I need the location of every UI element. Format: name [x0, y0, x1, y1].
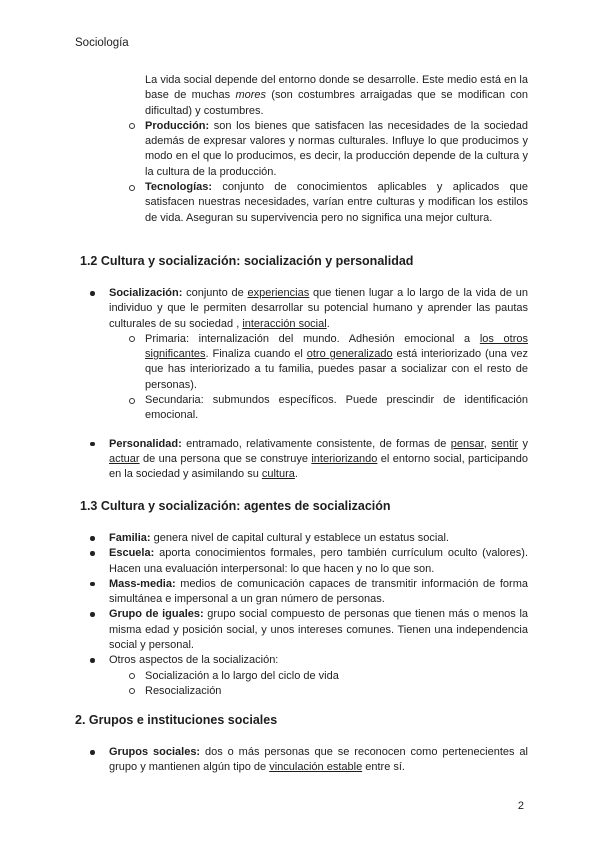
intro-list: [145, 119, 528, 226]
section-1-2-list: [109, 286, 528, 483]
list-item-tecnologias: Tecnologías: conjunto de conocimientos aplicables y aplicados que satisfacen nuestras necesidades, varían entre culturas y modifican los estilos de vida. Aseguran su supervivencia pero no significa una mejor cultura.: [145, 180, 528, 226]
list-spacer: [109, 424, 528, 437]
socializacion-sublist: [145, 332, 528, 424]
section-heading-1-3: 1.3 Cultura y socialización: agentes de socialización: [80, 499, 391, 513]
otros-sublist: [145, 669, 528, 700]
page-number: 2: [517, 800, 524, 812]
page-header: Sociología: [75, 37, 129, 49]
section-1-3-body: [109, 531, 528, 699]
sublist-item-ciclo-vida: Socialización a lo largo del ciclo de vida: [145, 669, 528, 684]
list-item-personalidad: Personalidad: entramado, relativamente consistente, de formas de pensar, sentir y actuar de una persona que se construye interiorizando el entorno social, participando en la sociedad y asimilando su cultura.: [109, 437, 528, 483]
list-item-produccion: Producción: son los bienes que satisfacen las necesidades de la sociedad además de expresar valores y normas culturales. Influye lo que producimos y modo en el que lo producimos, es decir, la producción depende de la cultura y la cultura de la producción.: [145, 119, 528, 180]
intro-paragraph: La vida social depende del entorno donde se desarrolle. Este medio está en la base de muchas mores (son costumbres arraigadas que se modifican con dificultad) y costumbres.: [145, 74, 528, 117]
list-item-grupo-iguales: Grupo de iguales: grupo social compuesto de personas que tienen más o menos la misma edad y posición social, y unos intereses comunes. Tienen una independencia social y personal.: [109, 607, 528, 653]
list-item-mass-media: Mass-media: medios de comunicación capaces de transmitir información de forma simultánea e impersonal a un gran número de personas.: [109, 577, 528, 608]
list-item-otros-aspectos: Otros aspectos de la socialización: Socialización a lo largo del ciclo de vida Resocialización: [109, 653, 528, 699]
sublist-item-secundaria: Secundaria: submundos específicos. Puede prescindir de identificación emocional.: [145, 393, 528, 424]
sublist-item-resocializacion: Resocialización: [145, 684, 528, 699]
sublist-item-primaria: Primaria: internalización del mundo. Adhesión emocional a los otros significantes. Finaliza cuando el otro generalizado está interiorizado (una vez que has interiorizado a tu familia, puedes pasar a socializar con el resto de personas).: [145, 332, 528, 393]
list-item-escuela: Escuela: aporta conocimientos formales, pero también currículum oculto (valores). Hacen una evaluación interpersonal: lo que hacen y no lo que son.: [109, 546, 528, 577]
list-item-familia: Familia: genera nivel de capital cultural y establece un estatus social.: [109, 531, 528, 546]
list-item-grupos-sociales: Grupos sociales: dos o más personas que se reconocen como pertenecientes al grupo y mantienen algún tipo de vinculación estable entre sí.: [109, 745, 528, 776]
section-2-body: [109, 745, 528, 776]
section-heading-2: 2. Grupos e instituciones sociales: [75, 713, 278, 727]
section-1-2-body: [109, 286, 528, 483]
section-2-list: [109, 745, 528, 776]
section-heading-1-2: 1.2 Cultura y socialización: socialización y personalidad: [80, 254, 414, 268]
list-item-socializacion: Socialización: conjunto de experiencias que tienen lugar a lo largo de la vida de un individuo y que le permiten desarrollar su potencial humano y aprender las pautas culturales de su sociedad , interacción social. Primaria: internalización del mundo. Adhesión emocional a los otros significantes. Finaliza cuando el otro generalizado está interiorizado (una vez que has interiorizado a tu familia, puedes pasar a socializar con el resto de personas). Secundaria: submundos específicos. Puede prescindir de identificación emocional.: [109, 286, 528, 424]
intro-block: [145, 73, 528, 226]
section-1-3-list: [109, 531, 528, 699]
